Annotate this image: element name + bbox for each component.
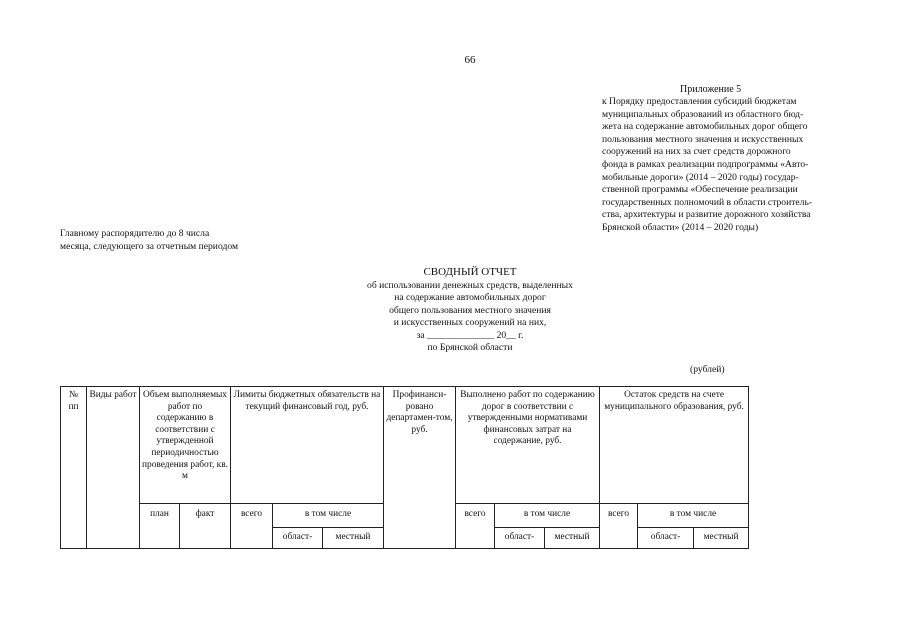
report-subtitle-line: общего пользования местного значения (389, 304, 551, 316)
header-limits-regional: област- (273, 528, 323, 549)
appendix-line: сооружений на них за счет средств дорожного (602, 146, 791, 158)
header-completed-regional: област- (495, 528, 545, 549)
submission-note-line: месяца, следующего за отчетным периодом (60, 240, 239, 252)
header-completed-including: в том числе (495, 504, 600, 528)
appendix-line: мобильные дороги» (2014 – 2020 годы) государ- (602, 171, 799, 183)
appendix-text (602, 96, 848, 235)
appendix-title: Приложение 5 (680, 84, 742, 95)
submission-note (60, 228, 290, 253)
header-limits-local: местный (323, 528, 384, 549)
header-balance-local: местный (694, 528, 749, 549)
appendix-line: к Порядку предоставления субсидий бюджетам (602, 96, 797, 107)
report-subtitle-line: на содержание автомобильных дорог (394, 292, 546, 304)
submission-note-line: Главному распорядителю до 8 числа (60, 228, 210, 239)
header-completed-total: всего (456, 504, 495, 549)
report-period-line: за ______________ 20__ г. (416, 329, 524, 341)
appendix-line: фонда в рамках реализации подпрограммы «Авто- (602, 158, 809, 170)
report-subtitle (0, 280, 905, 354)
header-balance-including: в том числе (638, 504, 749, 528)
header-balance-total: всего (600, 504, 638, 549)
header-row-number: № пп (61, 387, 87, 549)
report-region-line: по Брянской области (427, 342, 513, 354)
report-table (60, 386, 749, 549)
appendix-line: ственной программы «Обеспечение реализации (602, 184, 798, 196)
header-balance-regional: област- (638, 528, 694, 549)
header-fact: факт (180, 504, 231, 549)
header-budget-limits: Лимиты бюджетных обязательств на текущий финансовый год, руб. (231, 387, 384, 504)
header-limits-including: в том числе (273, 504, 384, 528)
appendix-line: государственных полномочий в области строитель- (602, 196, 813, 208)
report-subtitle-line: об использовании денежных средств, выделенных (367, 280, 573, 291)
appendix-line: муниципальных образований из областного бюд- (602, 108, 804, 120)
header-work-types: Виды работ (87, 387, 140, 549)
appendix-line: Брянской области» (2014 – 2020 годы) (602, 221, 759, 233)
header-balance: Остаток средств на счете муниципального образования, руб. (600, 387, 749, 504)
header-financed: Профинанси-ровано департамен-том, руб. (384, 387, 456, 549)
header-plan: план (140, 504, 180, 549)
page-number: 66 (464, 54, 476, 66)
report-subtitle-line: и искусственных сооружений на них, (393, 317, 547, 329)
appendix-line: пользования местного значения и искусственных (602, 133, 804, 145)
appendix-line: ства, архитектуры и развитие дорожного хозяйства (602, 209, 811, 221)
report-title: СВОДНЫЙ ОТЧЕТ (423, 266, 517, 278)
units-label: (рублей) (690, 364, 725, 375)
header-work-volume: Объем выполняемых работ по содержанию в соответствии с утвержденной периодичностью проведения работ, кв. м (140, 387, 231, 504)
header-completed-local: местный (545, 528, 600, 549)
header-completed-work: Выполнено работ по содержанию дорог в соответствии с утвержденными нормативами финансовых затрат на содержание, руб. (456, 387, 600, 504)
header-limits-total: всего (231, 504, 273, 549)
appendix-line: жета на содержание автомобильных дорог общего (602, 121, 808, 133)
